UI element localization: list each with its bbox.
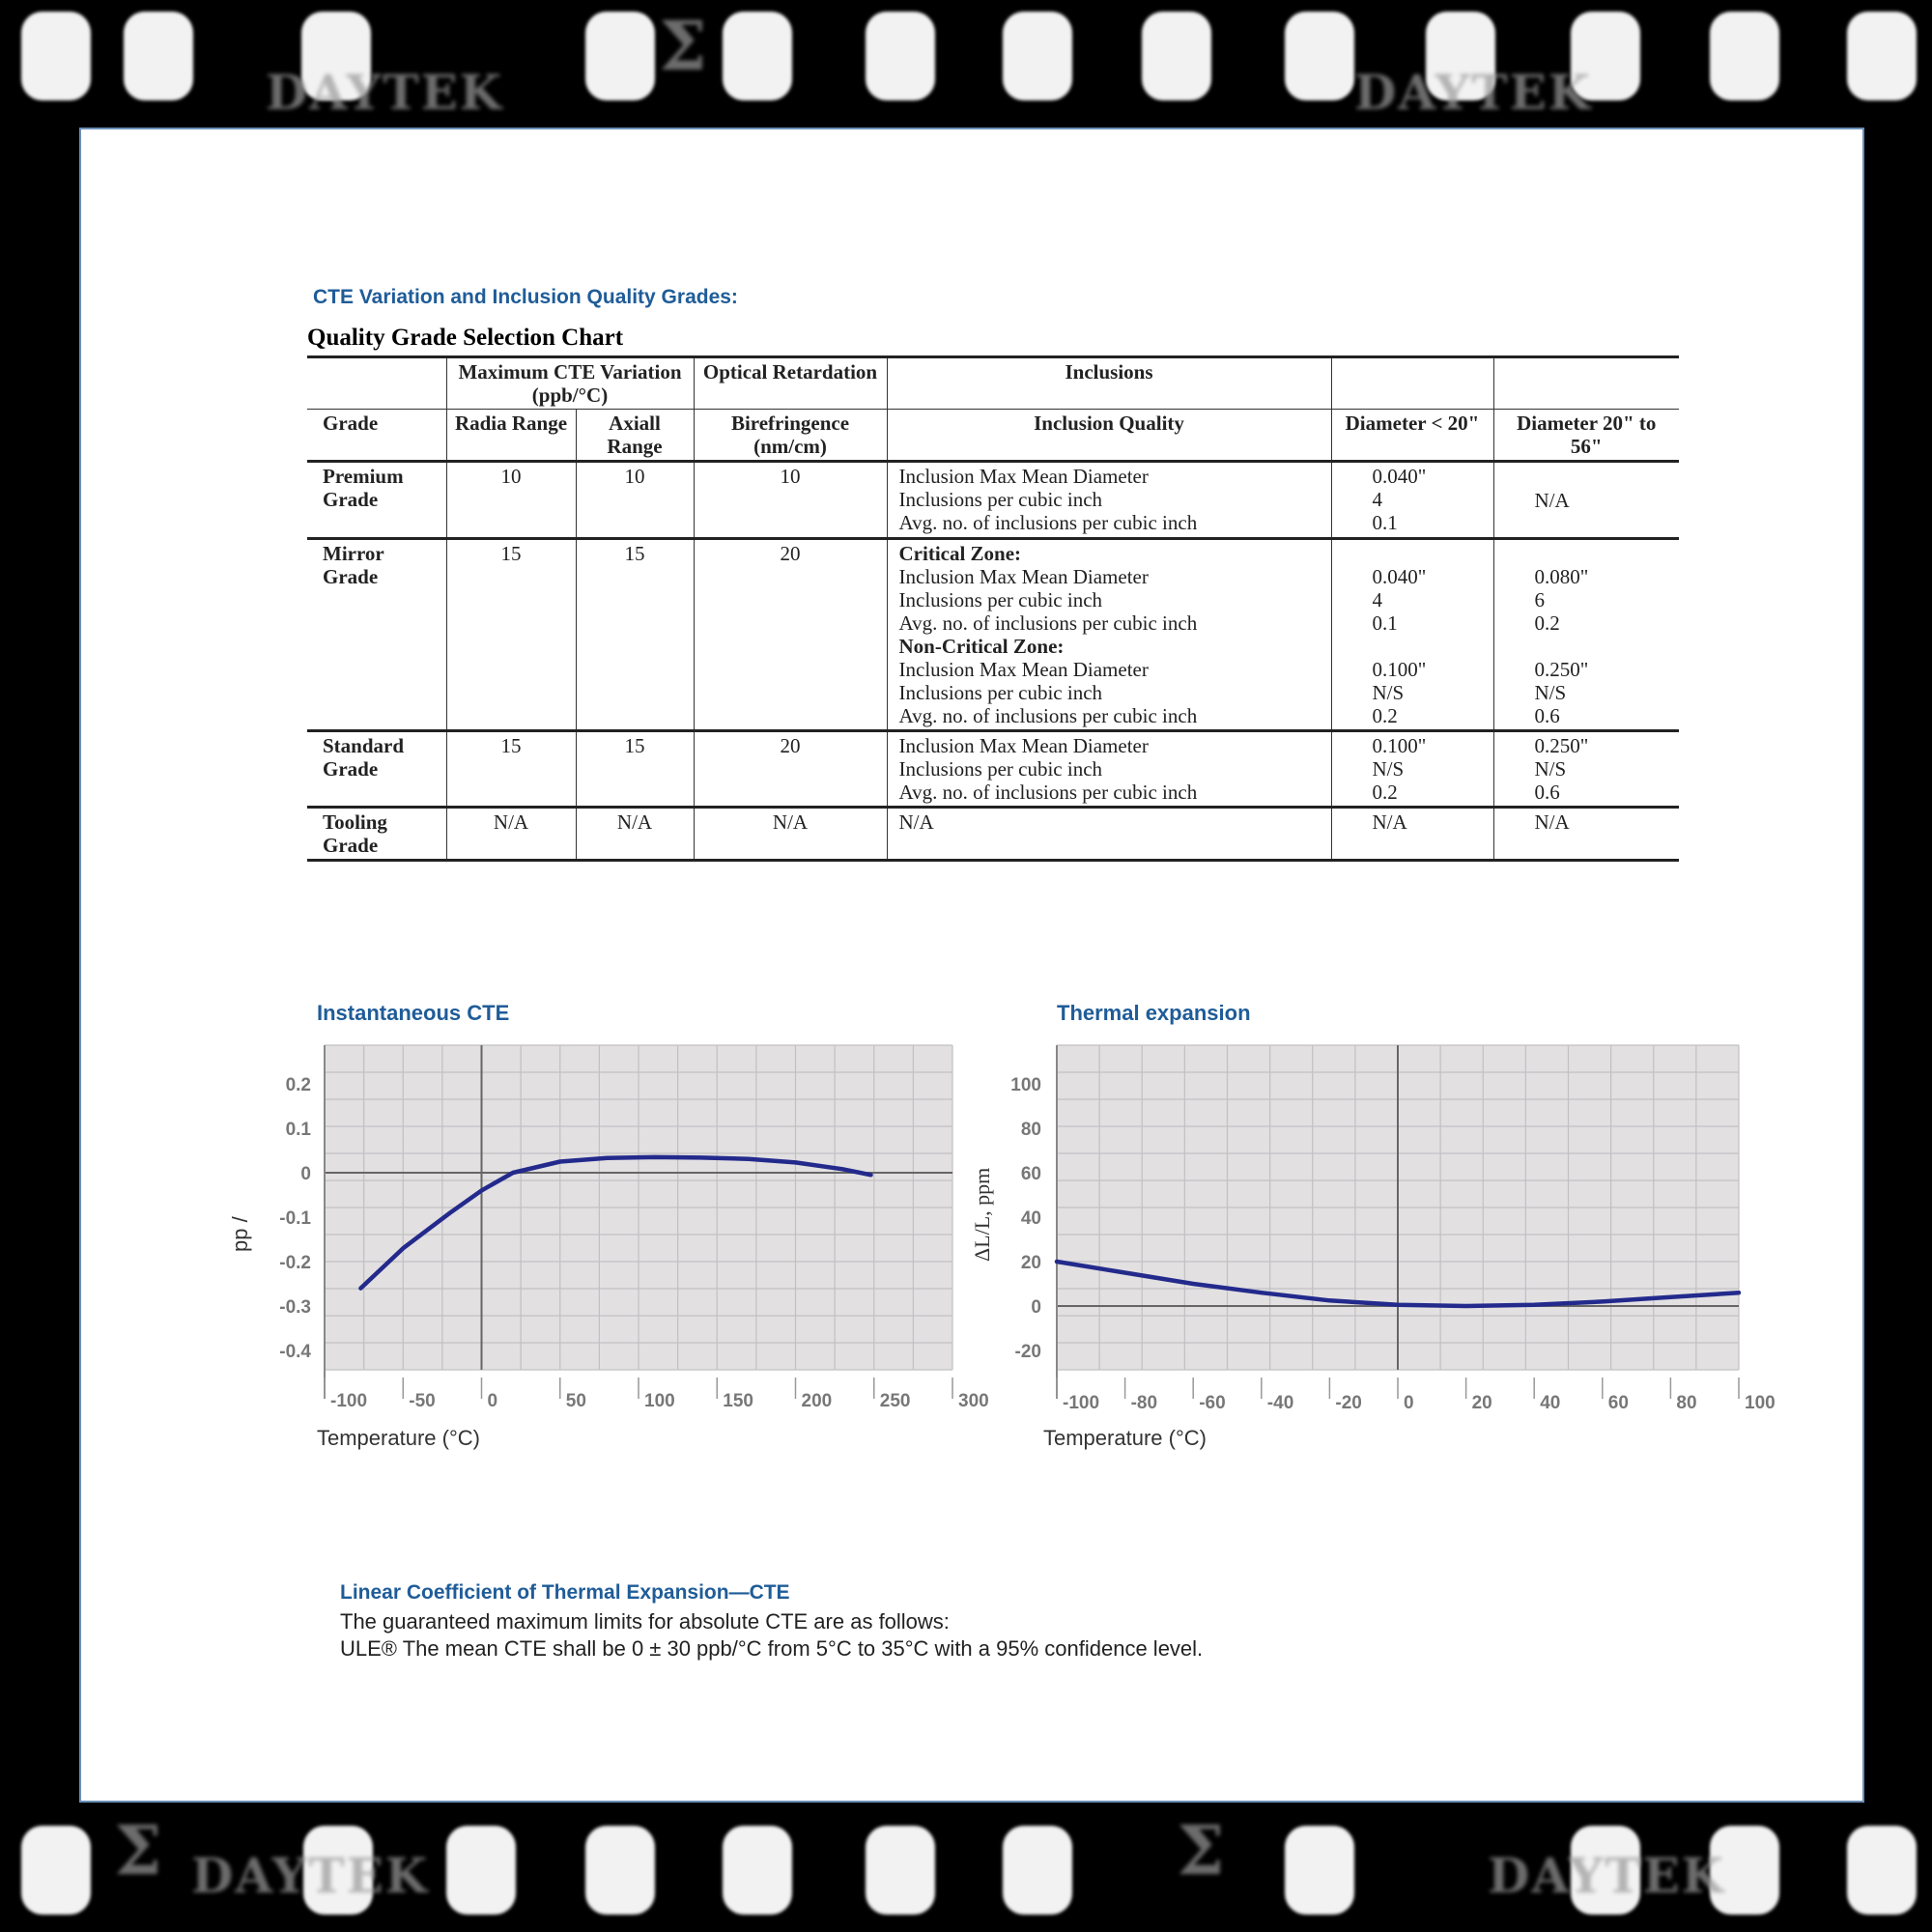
y-tick-label: 0.2: [285, 1075, 311, 1095]
value-line: N/S: [1534, 681, 1567, 704]
header-diameter-large: Diameter 20" to 56": [1493, 410, 1679, 462]
y-tick-label: 0.1: [285, 1120, 311, 1140]
zone-label: Non-Critical Zone:: [898, 635, 1065, 658]
y-tick-label: -0.3: [279, 1297, 311, 1318]
x-tick-label: 80: [1676, 1393, 1697, 1413]
film-watermark: DAYTEK: [191, 1847, 430, 1904]
film-watermark: Σ: [659, 6, 709, 86]
value-line: 0.2: [1534, 611, 1560, 635]
value-line: 6: [1534, 588, 1545, 611]
grade-cell: Mirror Grade: [307, 539, 446, 731]
x-tick-label: 100: [1745, 1393, 1776, 1413]
x-tick-label: -100: [330, 1391, 368, 1411]
inclusion-line: Inclusions per cubic inch: [898, 681, 1103, 704]
y-tick-label: -0.1: [279, 1208, 311, 1229]
value-line: 0.100": [1372, 658, 1427, 681]
cte-section-title: Linear Coefficient of Thermal Expansion—CTE: [340, 1581, 790, 1604]
radial-cell: N/A: [446, 808, 576, 861]
value-line: 0.2: [1372, 781, 1398, 804]
y-axis-label: ΔL/L, ppm: [970, 1167, 994, 1262]
x-tick-label: -20: [1335, 1393, 1362, 1413]
diameter-small-cell: N/A: [1331, 808, 1493, 861]
value-line: 0.040": [1372, 565, 1427, 588]
inclusion-line: Avg. no. of inclusions per cubic inch: [898, 611, 1198, 635]
value-line: 0.1: [1372, 611, 1398, 635]
header-inclusion-quality: Inclusion Quality: [887, 410, 1331, 462]
inclusion-line: Avg. no. of inclusions per cubic inch: [898, 511, 1198, 534]
y-axis-label: pp /: [228, 1216, 252, 1252]
x-tick-label: 0: [1404, 1393, 1414, 1413]
birefringence-cell: 20: [694, 731, 887, 808]
value-line: N/S: [1534, 757, 1567, 781]
body-text: ULE® The mean CTE shall be 0 ± 30 ppb/°C from 5°C to 35°C with a 95% confidence level.: [340, 1636, 1204, 1661]
x-axis-label: Temperature (°C): [1043, 1426, 1207, 1450]
film-watermark: DAYTEK: [1488, 1847, 1726, 1904]
value-line: N/S: [1372, 757, 1405, 781]
radial-cell: 15: [446, 539, 576, 731]
birefringence-cell: 10: [694, 462, 887, 539]
x-tick-label: 60: [1607, 1393, 1629, 1413]
y-tick-label: 100: [1010, 1075, 1041, 1095]
value-line: 0.100": [1372, 734, 1427, 757]
grade-cell: Premium Grade: [307, 462, 446, 539]
x-tick-label: 50: [565, 1391, 586, 1411]
value-line: 0.2: [1372, 704, 1398, 727]
value-line: 0.080": [1534, 565, 1589, 588]
chart-title-expansion: Thermal expansion: [1057, 1001, 1251, 1025]
header-birefringence: Birefringence (nm/cm): [694, 410, 887, 462]
value-line: 0.250": [1534, 658, 1589, 681]
y-tick-label: 20: [1020, 1253, 1041, 1273]
inclusion-line: Avg. no. of inclusions per cubic inch: [898, 704, 1198, 727]
birefringence-cell: N/A: [694, 808, 887, 861]
radial-cell: 15: [446, 731, 576, 808]
y-tick-label: 60: [1020, 1164, 1041, 1184]
value-line: 0.040": [1372, 465, 1427, 488]
x-tick-label: -60: [1199, 1393, 1226, 1413]
birefringence-cell: 20: [694, 539, 887, 731]
axial-cell: 15: [576, 539, 694, 731]
inclusion-line: Inclusion Max Mean Diameter: [898, 465, 1149, 488]
x-tick-label: 20: [1471, 1393, 1492, 1413]
inclusion-line: Inclusion Max Mean Diameter: [898, 658, 1149, 681]
x-tick-label: 300: [958, 1391, 989, 1411]
value-line: 4: [1372, 488, 1382, 511]
y-tick-label: -20: [1014, 1342, 1041, 1362]
x-tick-label: 250: [879, 1391, 911, 1411]
inclusion-line: Inclusion Max Mean Diameter: [898, 734, 1149, 757]
zone-label: Critical Zone:: [898, 542, 1022, 565]
x-tick-label: -100: [1063, 1393, 1100, 1413]
x-axis-label: Temperature (°C): [317, 1426, 480, 1450]
value-line: N/S: [1372, 681, 1405, 704]
inclusion-quality-cell: N/A: [887, 808, 1331, 861]
chart-title-cte: Instantaneous CTE: [317, 1001, 510, 1025]
x-tick-label: -80: [1130, 1393, 1158, 1413]
value-line: 0.6: [1534, 704, 1560, 727]
header-radial: Radia Range: [446, 410, 576, 462]
header-max-cte: Maximum CTE Variation (ppb/°C): [446, 357, 694, 410]
axial-cell: 10: [576, 462, 694, 539]
value-line: 0.1: [1372, 511, 1398, 534]
section-title: CTE Variation and Inclusion Quality Grades:: [313, 286, 738, 308]
film-watermark: Σ: [114, 1810, 164, 1890]
film-watermark: DAYTEK: [266, 64, 504, 121]
x-tick-label: 200: [801, 1391, 833, 1411]
header-diameter-small: Diameter < 20": [1331, 410, 1493, 462]
x-tick-label: 40: [1540, 1393, 1561, 1413]
header-grade: Grade: [307, 410, 446, 462]
inclusion-line: Inclusions per cubic inch: [898, 588, 1103, 611]
axial-cell: N/A: [576, 808, 694, 861]
value-line: 0.6: [1534, 781, 1560, 804]
y-tick-label: 0: [1031, 1297, 1041, 1318]
radial-cell: 10: [446, 462, 576, 539]
y-tick-label: 80: [1020, 1120, 1041, 1140]
header-axial: Axiall Range: [576, 410, 694, 462]
x-tick-label: -50: [409, 1391, 436, 1411]
header-optical: Optical Retardation: [694, 357, 887, 410]
y-tick-label: 40: [1020, 1208, 1041, 1229]
value-line: 0.250": [1534, 734, 1589, 757]
x-tick-label: 0: [487, 1391, 498, 1411]
grade-cell: Tooling Grade: [307, 808, 446, 861]
inclusion-line: Inclusions per cubic inch: [898, 488, 1103, 511]
inclusion-line: Inclusion Max Mean Diameter: [898, 565, 1149, 588]
body-text: The guaranteed maximum limits for absolute CTE are as follows:: [340, 1609, 950, 1634]
film-watermark: DAYTEK: [1354, 64, 1593, 121]
diameter-large-cell: N/A: [1493, 462, 1679, 539]
film-watermark: Σ: [1177, 1810, 1227, 1890]
x-tick-label: 150: [723, 1391, 753, 1411]
grade-cell: Standard Grade: [307, 731, 446, 808]
inclusion-line: Inclusions per cubic inch: [898, 757, 1103, 781]
inclusion-line: Avg. no. of inclusions per cubic inch: [898, 781, 1198, 804]
y-tick-label: -0.4: [279, 1342, 311, 1362]
header-inclusions: Inclusions: [887, 357, 1331, 410]
diameter-large-cell: N/A: [1493, 808, 1679, 861]
table-title: Quality Grade Selection Chart: [307, 325, 624, 351]
x-tick-label: -40: [1266, 1393, 1294, 1413]
x-tick-label: 100: [644, 1391, 675, 1411]
value-line: 4: [1372, 588, 1382, 611]
y-tick-label: -0.2: [279, 1253, 311, 1273]
axial-cell: 15: [576, 731, 694, 808]
y-tick-label: 0: [300, 1164, 311, 1184]
